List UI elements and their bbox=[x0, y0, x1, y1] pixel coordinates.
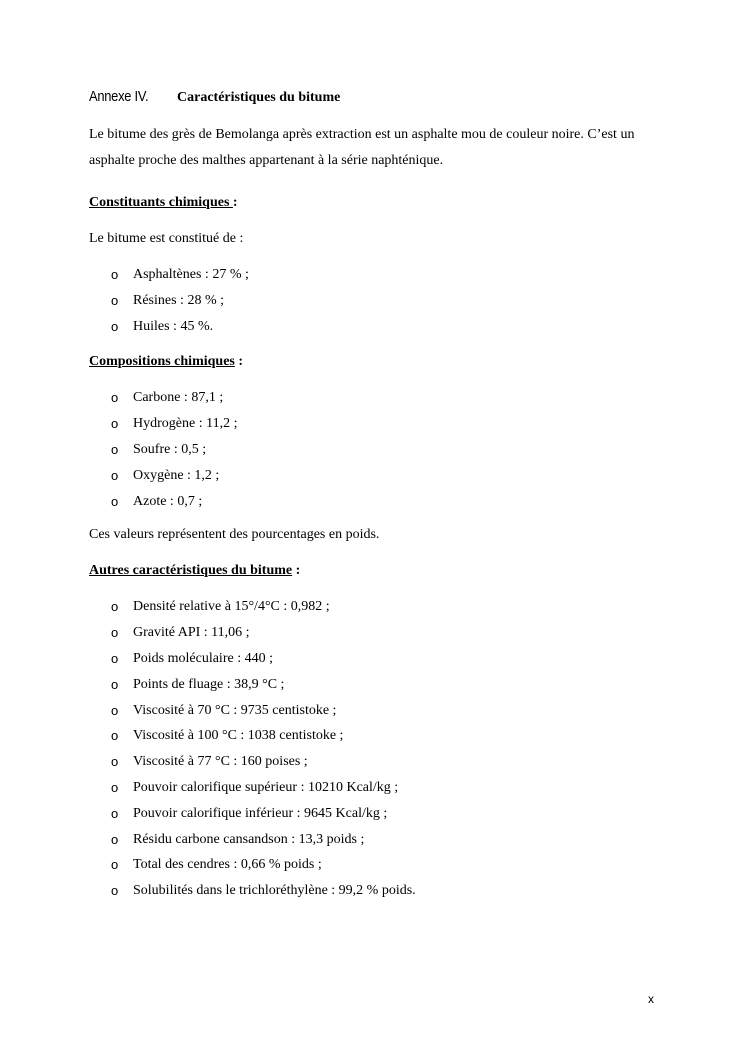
list-item bbox=[89, 855, 669, 881]
list-item-text: Azote : 0,7 ; bbox=[133, 493, 203, 509]
bullet-marker: o bbox=[111, 702, 119, 718]
section-heading-text: Compositions chimiques bbox=[89, 354, 235, 370]
section-heading-autres bbox=[89, 561, 669, 581]
section-heading-colon: : bbox=[232, 195, 238, 210]
list-item-text: Pouvoir calorifique supérieur : 10210 Kcal/kg ; bbox=[133, 779, 399, 795]
list-item bbox=[89, 649, 669, 675]
list-item-text: Pouvoir calorifique inférieur : 9645 Kcal/kg ; bbox=[133, 805, 388, 821]
list-item-text: Densité relative à 15°/4°C : 0,982 ; bbox=[133, 599, 330, 615]
compositions-note: Ces valeurs représentent des pourcentages en poids. bbox=[89, 527, 380, 543]
list-item-text: Viscosité à 70 °C : 9735 centistoke ; bbox=[133, 702, 337, 718]
list-item bbox=[89, 623, 669, 649]
document-page bbox=[89, 86, 669, 907]
list-item bbox=[89, 317, 669, 343]
list-item-text: Carbone : 87,1 ; bbox=[133, 390, 224, 406]
section-heading-colon: : bbox=[234, 354, 244, 370]
intro-paragraph: Le bitume des grès de Bemolanga après extraction est un asphalte mou de couleur noire. C’est un asphalte proche des malthes appartenant à la série naphténique. bbox=[89, 127, 635, 168]
constituants-list bbox=[89, 265, 669, 342]
autres-list bbox=[89, 597, 669, 907]
page-number: x bbox=[648, 992, 654, 1006]
list-item bbox=[89, 265, 669, 291]
section-heading-constituants bbox=[89, 193, 669, 213]
bullet-marker: o bbox=[111, 676, 119, 692]
bullet-marker: o bbox=[111, 857, 119, 873]
bullet-marker: o bbox=[111, 650, 119, 666]
bullet-marker: o bbox=[111, 728, 119, 744]
list-item bbox=[89, 804, 669, 830]
list-item-text: Soufre : 0,5 ; bbox=[133, 441, 207, 457]
list-item bbox=[89, 701, 669, 727]
list-item-text: Viscosité à 100 °C : 1038 centistoke ; bbox=[133, 728, 344, 744]
constituants-intro: Le bitume est constitué de : bbox=[89, 231, 244, 246]
list-item bbox=[89, 830, 669, 856]
list-item-text: Résines : 28 % ; bbox=[133, 292, 224, 308]
list-item bbox=[89, 466, 669, 492]
list-item bbox=[89, 388, 669, 414]
section-heading-text: Autres caractéristiques du bitume bbox=[89, 563, 293, 579]
list-item bbox=[89, 752, 669, 778]
list-item-text: Asphaltènes : 27 % ; bbox=[133, 267, 249, 282]
list-item bbox=[89, 291, 669, 317]
list-item-text: Résidu carbone cansandson : 13,3 poids ; bbox=[133, 831, 365, 847]
list-item bbox=[89, 414, 669, 440]
list-item bbox=[89, 675, 669, 701]
list-item-text: Poids moléculaire : 440 ; bbox=[133, 650, 273, 666]
list-item-text: Total des cendres : 0,66 % poids ; bbox=[133, 857, 322, 873]
list-item-text: Viscosité à 77 °C : 160 poises ; bbox=[133, 754, 308, 770]
list-item-text: Hydrogène : 11,2 ; bbox=[133, 416, 238, 432]
list-item-text: Huiles : 45 %. bbox=[133, 318, 214, 334]
section-heading-colon: : bbox=[292, 563, 301, 579]
bullet-marker: o bbox=[111, 467, 119, 483]
list-item bbox=[89, 597, 669, 623]
list-item bbox=[89, 881, 669, 907]
list-item-text: Oxygène : 1,2 ; bbox=[133, 467, 220, 483]
list-item-text: Gravité API : 11,06 ; bbox=[133, 625, 250, 641]
list-item bbox=[89, 492, 669, 518]
section-heading-compositions bbox=[89, 352, 669, 372]
bullet-marker: o bbox=[111, 493, 119, 509]
bullet-marker: o bbox=[111, 416, 119, 432]
bullet-marker: o bbox=[111, 599, 119, 615]
list-item-text: Points de fluage : 38,9 °C ; bbox=[133, 676, 285, 692]
bullet-marker: o bbox=[111, 441, 119, 457]
annex-title: Caractéristiques du bitume bbox=[177, 90, 341, 105]
list-item bbox=[89, 726, 669, 752]
bullet-marker: o bbox=[111, 805, 119, 821]
bullet-marker: o bbox=[111, 779, 119, 795]
bullet-marker: o bbox=[111, 267, 119, 282]
list-item-text: Solubilités dans le trichloréthylène : 99,2 % poids. bbox=[133, 883, 416, 899]
bullet-marker: o bbox=[111, 390, 119, 406]
list-item bbox=[89, 778, 669, 804]
annex-label: Annexe IV. bbox=[89, 88, 149, 105]
section-heading-text: Constituants chimiques bbox=[89, 195, 233, 210]
bullet-marker: o bbox=[111, 625, 119, 641]
bullet-marker: o bbox=[111, 292, 119, 308]
annex-heading bbox=[89, 86, 669, 108]
bullet-marker: o bbox=[111, 318, 119, 334]
bullet-marker: o bbox=[111, 754, 119, 770]
bullet-marker: o bbox=[111, 883, 119, 899]
list-item bbox=[89, 440, 669, 466]
compositions-list bbox=[89, 388, 669, 517]
bullet-marker: o bbox=[111, 831, 119, 847]
